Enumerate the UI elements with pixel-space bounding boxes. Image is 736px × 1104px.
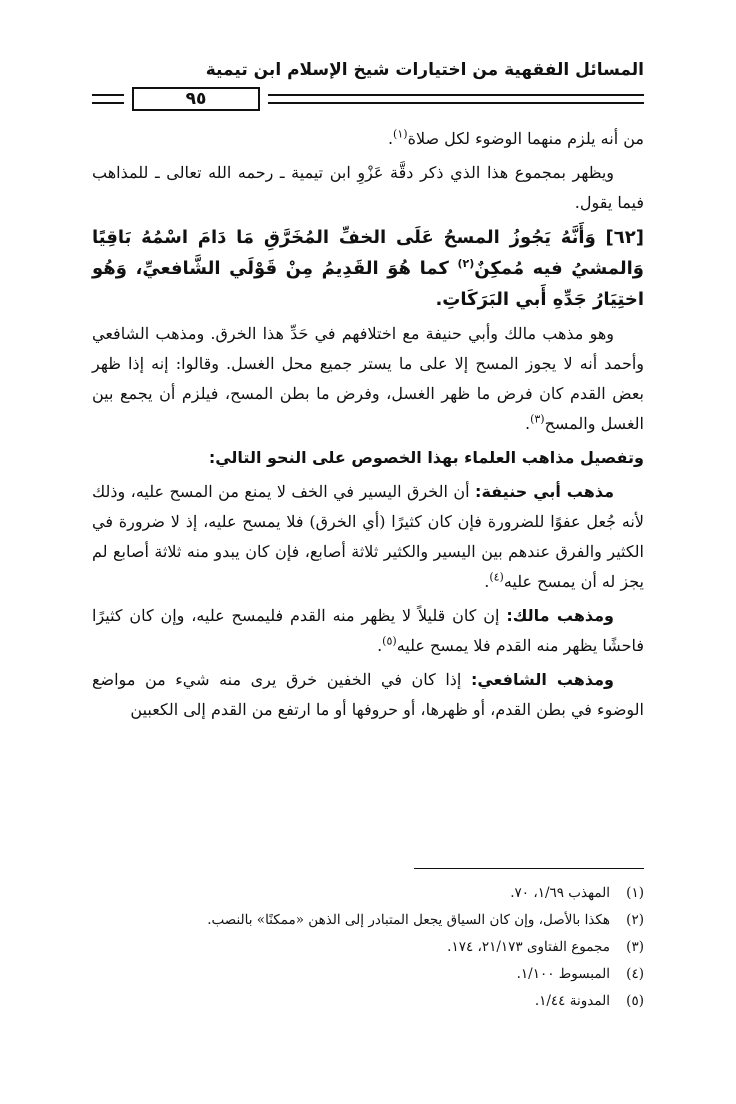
paragraph-2: ويظهر بمجموع هذا الذي ذكر دقَّة عَزْوِ ابن تيمية ـ رحمه الله تعالى ـ للمذاهب فيما يقول. <box>92 163 644 212</box>
footnote-3: (٣)مجموع الفتاوى ٢١/١٧٣، ١٧٤. <box>447 939 644 955</box>
footnote-ref-4: (٤) <box>489 570 504 584</box>
header-rule-right <box>268 94 644 104</box>
footnote-ref-3: (٣) <box>530 412 545 426</box>
issue-62: [٦٢] وَأَنَّهُ يَجُوزُ المسحُ عَلَى الخفِّ المُخَرَّقِ مَا دَامَ اسْمُهُ بَاقِيًا وَالمشيُ فيه مُمكِنٌ$^{(٢)}$ كما هُوَ القَدِيمُ مِنْ قَوْلَي الشَّافعيِّ، وَهُو اختِيَارُ جَدِّهِ أَبي البَرَكَاتِ. <box>92 227 644 310</box>
shafii-label: ومذهب الشافعي: <box>470 670 614 689</box>
paragraph-3: وهو مذهب مالك وأبي حنيفة مع اختلافهم في حَدِّ هذا الخرق. ومذهب الشافعي وأحمد أنه لا يجوز المسح إلا على ما يستر جميع محل الغسل. وقالوا: إنه إذا ظهر بعض القدم كان فرض ما ظهر الغسل، وفرض ما بطن المسح، فيلزم أن يجمع بين الغسل والمسح$^{(٣)}$. <box>92 324 645 433</box>
paragraph-1: من أنه يلزم منهما الوضوء لكل صلاة$^{(١)}$. <box>387 127 644 148</box>
maliki-label: ومذهب مالك: <box>506 606 615 625</box>
paragraph-maliki: ومذهب مالك: إن كان قليلاً لا يظهر منه القدم فليمسح عليه، وإن كان كثيرًا فاحشًا يظهر منه القدم فلا يمسح عليه$^{(٥)}$. <box>92 606 644 655</box>
main-text <box>92 124 644 725</box>
footnote-1: (١)المهذب ١/٦٩، ٧٠. <box>510 885 644 901</box>
hanafi-label: مذهب أبي حنيفة: <box>475 482 614 501</box>
footnotes <box>92 880 644 1015</box>
section-heading: وتفصيل مذاهب العلماء بهذا الخصوص على النحو التالي: <box>208 448 644 467</box>
footnote-ref-1: (١) <box>393 127 408 141</box>
footnote-5: (٥)المدونة ١/٤٤. <box>534 993 644 1009</box>
footnote-ref-2: (٢) <box>457 257 475 270</box>
page-number: ٩٥ <box>132 87 260 111</box>
footnote-separator <box>414 868 644 869</box>
footnote-ref-5: (٥) <box>382 634 397 648</box>
paragraph-hanafi: مذهب أبي حنيفة: أن الخرق اليسير في الخف لا يمنع من المسح عليه، وذلك لأنه جُعل عفوًا للضرورة فإن كان كثيرًا (أي الخرق) فلا يمسح عليه، إذ لا ضرورة في الكثير والفرق عندهم بين اليسير والكثير ثلاثة أصابع، فإن كان يبدو منه ثلاثة أصابع لم يجز له أن يمسح عليه$^{(٤)}$. <box>92 482 645 591</box>
running-title: المسائل الفقهية من اختيارات شيخ الإسلام ابن تيمية <box>205 60 644 80</box>
paragraph-shafii: ومذهب الشافعي: إذا كان في الخفين خرق يرى منه شيء من مواضع الوضوء في بطن القدم، أو ظهرها، أو حروفها أو ما ارتفع من القدم إلى الكعبين <box>92 670 644 719</box>
footnote-2: (٢)هكذا بالأصل، وإن كان السياق يجعل المتبادر إلى الذهن «ممكنًا» بالنصب. <box>207 912 644 928</box>
header-rule-row <box>92 88 644 110</box>
header-rule-left <box>92 94 124 104</box>
footnote-4: (٤)المبسوط ١/١٠٠. <box>516 966 644 982</box>
